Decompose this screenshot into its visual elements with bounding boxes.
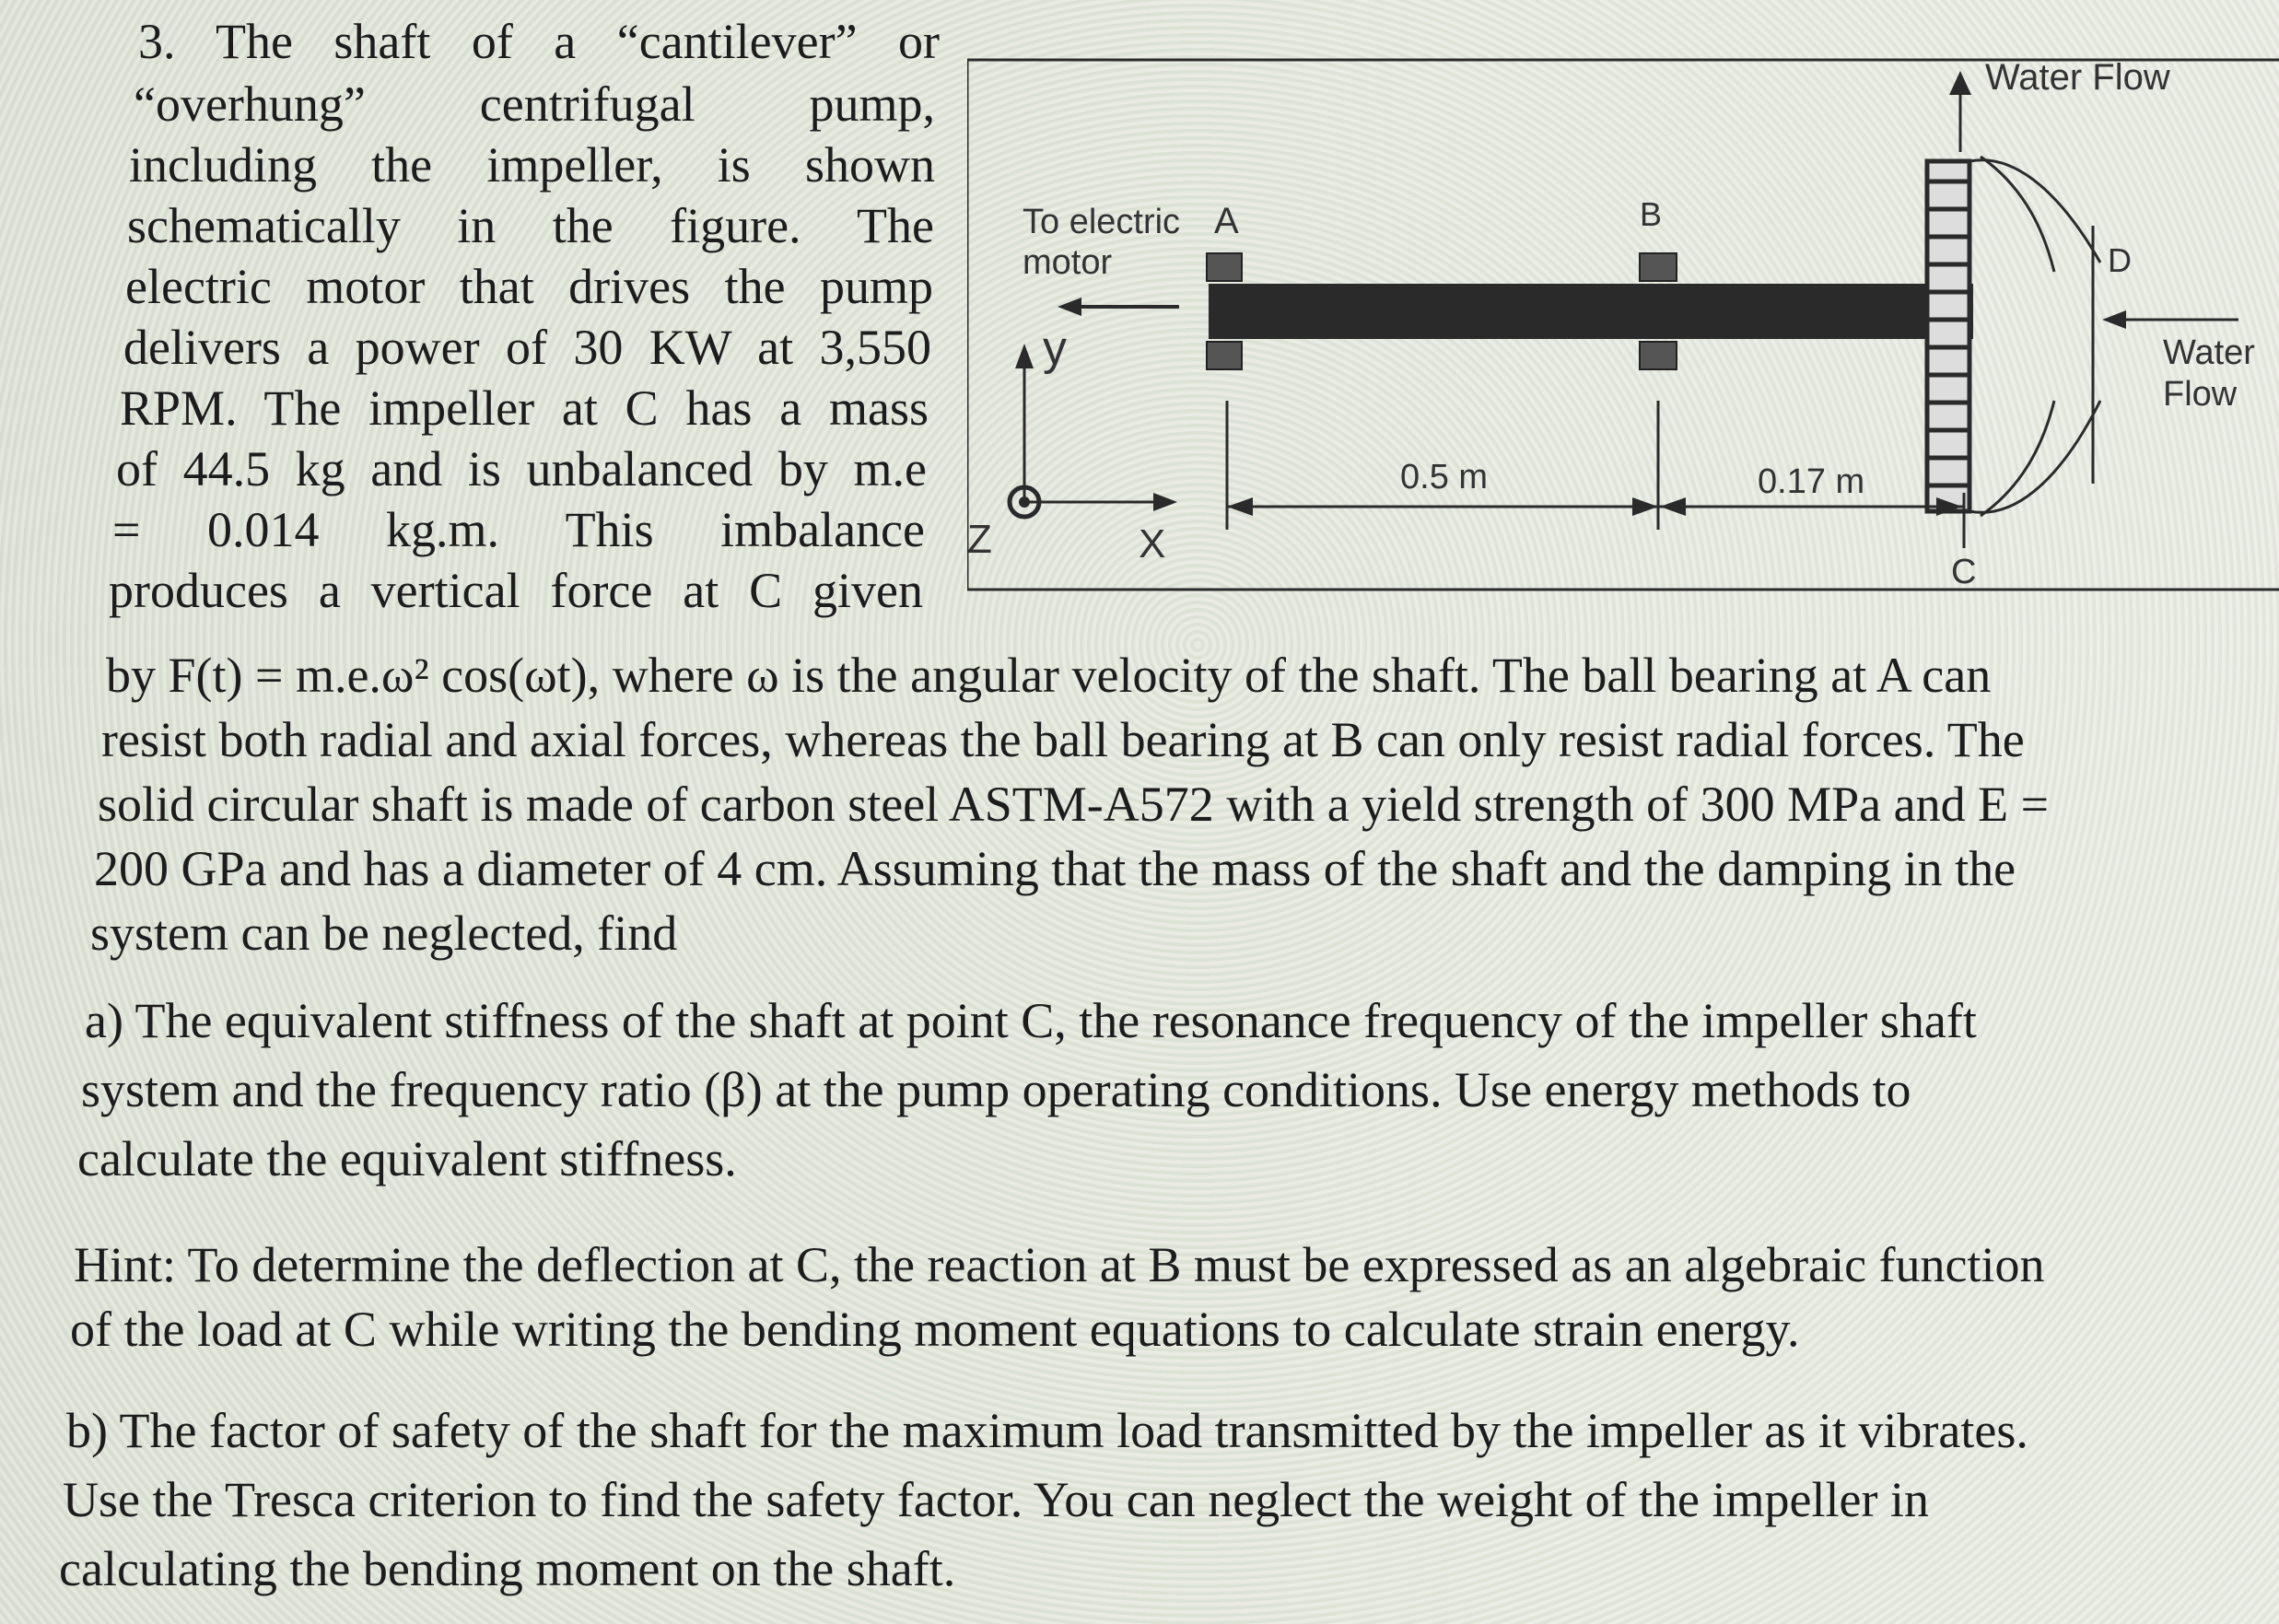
body-line: system can be neglected, find — [90, 905, 678, 961]
intro-line: schematically in the figure. The — [127, 198, 934, 253]
part-b-line: calculating the bending moment on the shaft. — [59, 1541, 956, 1596]
body-line: 200 GPa and has a diameter of 4 cm. Assuming that the mass of the shaft and the damping in the — [94, 841, 2016, 896]
hint-line: Hint: To determine the deflection at C, the reaction at B must be expressed as an algebraic function — [74, 1237, 2045, 1292]
body-line: solid circular shaft is made of carbon steel ASTM-A572 with a yield strength of 300 MPa and E = — [98, 777, 2050, 832]
bearing-b-bottom — [1640, 342, 1677, 369]
bearing-a-top — [1207, 253, 1242, 281]
y-axis-arrowhead — [1015, 344, 1034, 368]
body-line: resist both radial and axial forces, whereas the ball bearing at B can only resist radial forces. The — [101, 712, 2025, 767]
water-flow-right-label-1: Water — [2163, 333, 2255, 372]
pump-shaft-figure — [967, 51, 2279, 594]
to-motor-label-2: motor — [1023, 243, 1113, 282]
axis-x-label: X — [1139, 521, 1166, 567]
body-line: by F(t) = m.e.ω² cos(ωt), where ω is the angular velocity of the shaft. The ball bearing at A can — [106, 648, 1992, 703]
label-a: A — [1214, 201, 1239, 241]
dim-ab-label: 0.5 m — [1400, 458, 1489, 497]
x-axis-arrowhead — [1153, 493, 1177, 511]
part-b-line: Use the Tresca criterion to find the safety factor. You can neglect the weight of the impeller in — [63, 1472, 1929, 1527]
intro-line: 3. The shaft of a “cantilever” or — [138, 14, 940, 69]
hint-line: of the load at C while writing the bending moment equations to calculate strain energy. — [70, 1302, 1800, 1357]
intro-line: electric motor that drives the pump — [125, 259, 933, 314]
intro-line: delivers a power of 30 KW at 3,550 — [123, 320, 931, 375]
water-flow-right-arrowhead — [2102, 310, 2126, 329]
to-motor-arrowhead — [1058, 298, 1081, 316]
z-axis-dot — [1019, 497, 1030, 508]
water-flow-top-label: Water Flow — [1985, 57, 2170, 98]
axis-z-label: Z — [967, 517, 992, 562]
shaft — [1209, 284, 1973, 339]
intro-line: RPM. The impeller at C has a mass — [120, 380, 929, 436]
impeller — [1927, 157, 2100, 516]
bearing-a-bottom — [1207, 342, 1242, 369]
intro-line: = 0.014 kg.m. This imbalance — [112, 502, 925, 557]
to-motor-label-1: To electric — [1023, 203, 1181, 241]
label-c: C — [1951, 553, 1977, 591]
intro-line: including the impeller, is shown — [129, 137, 935, 193]
label-b: B — [1640, 195, 1663, 233]
water-flow-top-arrowhead — [1949, 71, 1971, 95]
water-flow-right-label-2: Flow — [2163, 375, 2238, 414]
dim-bc-label: 0.17 m — [1758, 462, 1865, 501]
part-a-line: calculate the equivalent stiffness. — [77, 1131, 737, 1186]
part-a-line: system and the frequency ratio (β) at the pump operating conditions. Use energy methods to — [81, 1062, 1911, 1117]
bearing-b-top — [1640, 253, 1677, 281]
intro-line: produces a vertical force at C given — [109, 563, 923, 618]
axis-y-label: y — [1043, 321, 1067, 375]
label-d: D — [2108, 241, 2132, 279]
part-a-line: a) The equivalent stiffness of the shaft at point C, the resonance frequency of the impeller shaft — [85, 993, 1977, 1048]
intro-line: of 44.5 kg and is unbalanced by m.e — [116, 441, 927, 497]
intro-line: “overhung” centrifugal pump, — [134, 76, 935, 132]
part-b-line: b) The factor of safety of the shaft for the maximum load transmitted by the impeller as it vibrates. — [66, 1403, 2028, 1458]
